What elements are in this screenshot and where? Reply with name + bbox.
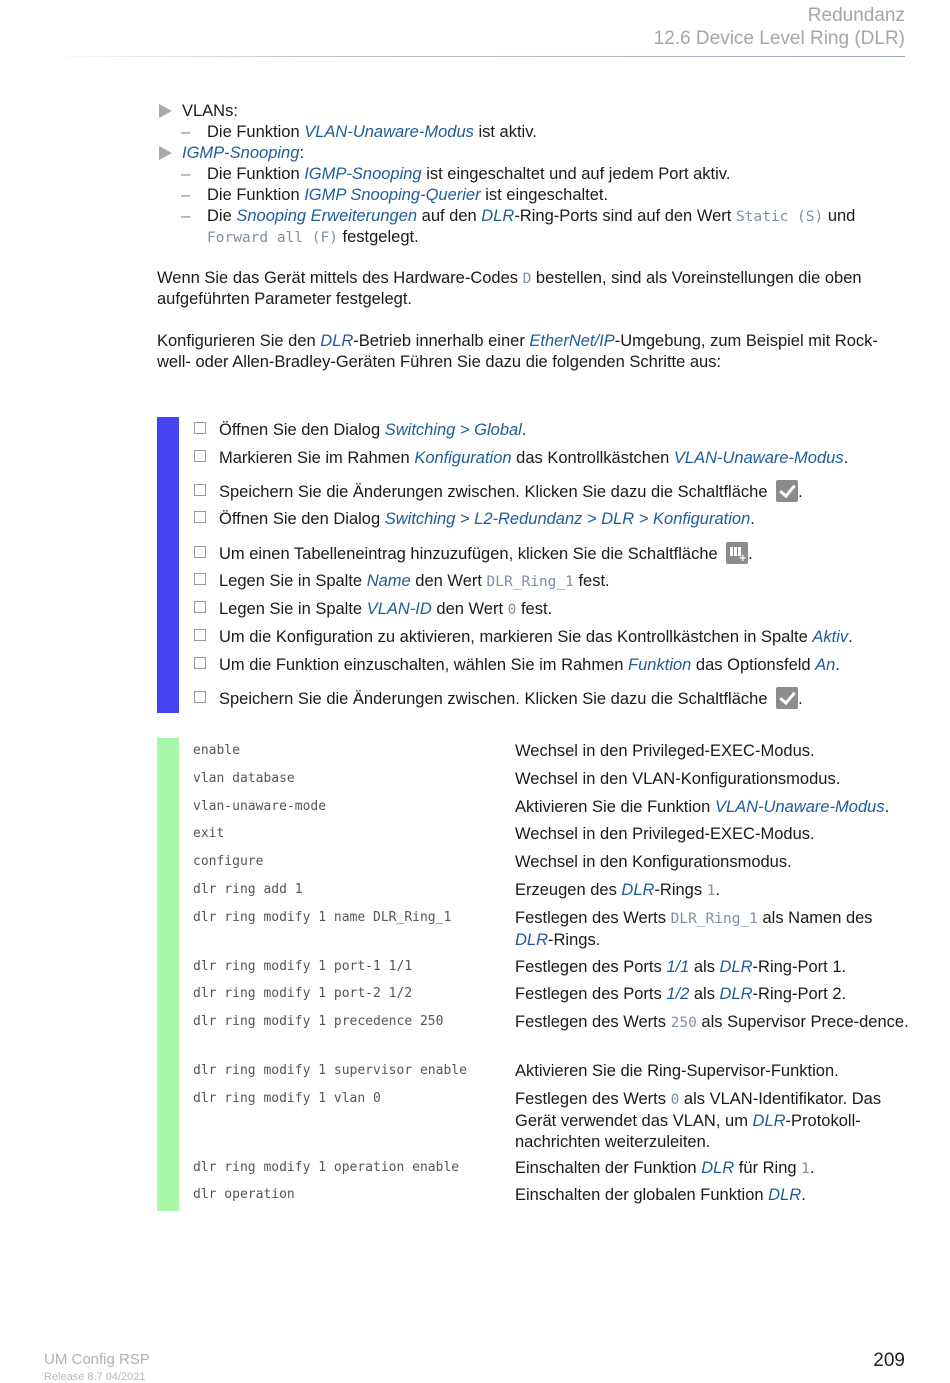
cli-description: Einschalten der Funktion DLR für Ring 1. bbox=[515, 1159, 815, 1177]
cli-description: Erzeugen des DLR-Rings 1. bbox=[515, 881, 721, 899]
cli-description: Wechsel in den Konfigurationsmodus. bbox=[515, 853, 792, 871]
code-value: D bbox=[522, 271, 532, 287]
link-vlan-unaware[interactable]: VLAN-Unaware-Modus bbox=[673, 449, 844, 467]
cli-description: Festlegen des Werts DLR_Ring_1 als Namen des DLR-Rings. bbox=[515, 909, 873, 949]
step-enable-function: Um die Funktion einzuschalten, wählen Sie im Rahmen Funktion das Optionsfeld An. bbox=[194, 654, 840, 676]
step-open-dlr-config: Öffnen Sie den Dialog Switching > L2-Redundanz > DLR > Konfiguration. bbox=[194, 508, 755, 530]
step-save-2: Speichern Sie die Änderungen zwischen. Klicken Sie dazu die Schaltfläche . bbox=[194, 687, 803, 710]
code-value: 0 bbox=[670, 1092, 680, 1108]
link-vlan-unaware[interactable]: VLAN-Unaware-Modus bbox=[714, 798, 885, 816]
cli-description: Aktivieren Sie die Funktion VLAN-Unaware-Modus. bbox=[515, 798, 890, 816]
bullet-vlans-item: Die Funktion VLAN-Unaware-Modus ist aktiv. bbox=[207, 123, 537, 141]
dash-icon: – bbox=[181, 165, 191, 183]
link-funktion[interactable]: Funktion bbox=[628, 656, 692, 674]
link-port[interactable]: 1/1 bbox=[666, 958, 690, 976]
code-value: 1 bbox=[801, 1161, 810, 1177]
step-checkbox[interactable] bbox=[194, 511, 206, 523]
cli-description: Aktivieren Sie die Ring-Supervisor-Funktion. bbox=[515, 1062, 839, 1080]
cli-description: Festlegen des Ports 1/2 als DLR-Ring-Port 2. bbox=[515, 985, 847, 1003]
link-column-name[interactable]: Name bbox=[366, 572, 411, 590]
cli-command: dlr ring modify 1 precedence 250 bbox=[193, 1014, 444, 1029]
cli-command: dlr operation bbox=[193, 1187, 295, 1202]
bullet-vlans-label: VLANs: bbox=[182, 102, 238, 120]
cli-description: Festlegen des Werts 0 als VLAN-Identifikator. Das Gerät verwendet das VLAN, um DLR-Protokoll-nachrichten weiterzuleiten. bbox=[515, 1090, 882, 1151]
save-checkmark-icon[interactable] bbox=[776, 480, 798, 502]
cli-command: dlr ring modify 1 supervisor enable bbox=[193, 1063, 467, 1078]
link-dlr[interactable]: DLR bbox=[719, 958, 753, 976]
footer-release: Release 8.7 04/2021 bbox=[44, 1371, 146, 1383]
code-value: 0 bbox=[507, 602, 517, 618]
code-value: DLR_Ring_1 bbox=[670, 911, 758, 927]
cli-command: vlan-unaware-mode bbox=[193, 799, 327, 814]
link-snooping-extensions[interactable]: Snooping Erweiterungen bbox=[236, 207, 418, 225]
gui-steps-bar bbox=[157, 417, 179, 713]
step-checkbox[interactable] bbox=[194, 450, 206, 462]
link-dlr[interactable]: DLR bbox=[752, 1112, 786, 1130]
link-dlr[interactable]: DLR bbox=[621, 881, 655, 899]
cli-command: dlr ring modify 1 vlan 0 bbox=[193, 1091, 381, 1106]
link-vlan-unaware[interactable]: VLAN-Unaware-Modus bbox=[304, 123, 474, 141]
step-set-vlan-id: Legen Sie in Spalte VLAN-ID den Wert 0 fest. bbox=[194, 598, 552, 621]
bullet-igmp-item-2: Die Funktion IGMP Snooping-Querier ist eingeschaltet. bbox=[207, 186, 609, 204]
paragraph-dlr-config-cont: well- oder Allen-Bradley-Geräten Führen Sie dazu die folgenden Schritte aus: bbox=[157, 353, 722, 371]
cli-command: configure bbox=[193, 854, 264, 869]
step-checkbox[interactable] bbox=[194, 629, 206, 641]
step-set-name: Legen Sie in Spalte Name den Wert DLR_Ring_1 fest. bbox=[194, 570, 610, 593]
link-dlr[interactable]: DLR bbox=[515, 931, 549, 949]
cli-command: dlr ring modify 1 port-2 1/2 bbox=[193, 986, 413, 1001]
bullet-igmp-item-3-cont: Forward all (F) festgelegt. bbox=[207, 228, 419, 246]
paragraph-hardware-code: Wenn Sie das Gerät mittels des Hardware-Codes D bestellen, sind als Voreinstellungen die oben bbox=[157, 269, 862, 287]
cli-description: Festlegen des Werts 250 als Supervisor Prece-dence. bbox=[515, 1013, 909, 1031]
footer-document-title: UM Config RSP bbox=[44, 1351, 150, 1368]
cli-description: Wechsel in den Privileged-EXEC-Modus. bbox=[515, 825, 815, 843]
link-dlr-config-dialog[interactable]: Switching > L2-Redundanz > DLR > Konfiguration bbox=[384, 510, 751, 528]
step-add-entry: Um einen Tabelleneintrag hinzuzufügen, klicken Sie die Schaltfläche + . bbox=[194, 542, 753, 565]
page-number: 209 bbox=[873, 1350, 905, 1371]
bullet-triangle-icon bbox=[159, 104, 172, 118]
link-igmp-querier[interactable]: IGMP Snooping-Querier bbox=[304, 186, 481, 204]
cli-command: vlan database bbox=[193, 771, 295, 786]
link-ethernet-ip[interactable]: EtherNet/IP bbox=[529, 332, 615, 350]
step-checkbox[interactable] bbox=[194, 691, 206, 703]
step-checkbox[interactable] bbox=[194, 601, 206, 613]
step-checkbox[interactable] bbox=[194, 657, 206, 669]
step-checkbox[interactable] bbox=[194, 546, 206, 558]
code-value: Forward all (F) bbox=[207, 230, 338, 246]
cli-command: dlr ring add 1 bbox=[193, 882, 303, 897]
dash-icon: – bbox=[181, 123, 191, 141]
link-dlr[interactable]: DLR bbox=[768, 1186, 802, 1204]
bullet-igmp-item-1: Die Funktion IGMP-Snooping ist eingeschaltet und auf jedem Port aktiv. bbox=[207, 165, 731, 183]
code-value: DLR_Ring_1 bbox=[486, 574, 574, 590]
step-checkbox[interactable] bbox=[194, 484, 206, 496]
link-konfiguration[interactable]: Konfiguration bbox=[414, 449, 512, 467]
bullet-igmp-item-3: Die Snooping Erweiterungen auf den DLR-Ring-Ports sind auf den Wert Static (S) und bbox=[207, 207, 856, 225]
code-value: 250 bbox=[670, 1015, 697, 1031]
cli-command: dlr ring modify 1 name DLR_Ring_1 bbox=[193, 910, 452, 925]
code-value: 1 bbox=[706, 883, 716, 899]
cli-description: Einschalten der globalen Funktion DLR. bbox=[515, 1186, 806, 1204]
add-table-entry-icon[interactable]: + bbox=[726, 542, 748, 564]
paragraph-dlr-config: Konfigurieren Sie den DLR-Betrieb innerhalb einer EtherNet/IP-Umgebung, zum Beispiel mit Rock- bbox=[157, 332, 878, 350]
cli-description: Wechsel in den VLAN-Konfigurationsmodus. bbox=[515, 770, 841, 788]
cli-command: dlr ring modify 1 operation enable bbox=[193, 1160, 460, 1175]
cli-command: enable bbox=[193, 743, 240, 758]
cli-command: exit bbox=[193, 826, 225, 841]
link-dlr[interactable]: DLR bbox=[481, 207, 515, 225]
step-checkbox[interactable] bbox=[194, 422, 206, 434]
cli-command: dlr ring modify 1 port-1 1/1 bbox=[193, 959, 413, 974]
chapter-title: Redundanz bbox=[807, 5, 905, 26]
dash-icon: – bbox=[181, 186, 191, 204]
running-header bbox=[654, 4, 905, 50]
section-title: 12.6 Device Level Ring (DLR) bbox=[653, 28, 905, 49]
cli-description: Wechsel in den Privileged-EXEC-Modus. bbox=[515, 742, 815, 760]
header-divider bbox=[45, 56, 905, 57]
link-dlr[interactable]: DLR bbox=[719, 985, 753, 1003]
step-save-1: Speichern Sie die Änderungen zwischen. Klicken Sie dazu die Schaltfläche . bbox=[194, 480, 803, 503]
link-option-an[interactable]: An bbox=[815, 656, 836, 674]
cli-steps-bar bbox=[157, 738, 179, 1211]
link-column-vlan-id[interactable]: VLAN-ID bbox=[366, 600, 432, 618]
link-port[interactable]: 1/2 bbox=[666, 985, 690, 1003]
save-checkmark-icon[interactable] bbox=[776, 687, 798, 709]
cli-description: Festlegen des Ports 1/1 als DLR-Ring-Port 1. bbox=[515, 958, 847, 976]
bullet-triangle-icon bbox=[159, 146, 172, 160]
link-dlr[interactable]: DLR bbox=[701, 1159, 735, 1177]
link-switching-global[interactable]: Switching > Global bbox=[384, 421, 522, 439]
paragraph-hardware-code-cont: aufgeführten Parameter festgelegt. bbox=[157, 290, 412, 308]
step-checkbox[interactable] bbox=[194, 573, 206, 585]
link-igmp-snooping[interactable]: IGMP-Snooping bbox=[304, 165, 422, 183]
dash-icon: – bbox=[181, 207, 191, 225]
bullet-igmp-label: IGMP-Snooping: bbox=[182, 144, 304, 162]
link-igmp-snooping[interactable]: IGMP-Snooping bbox=[182, 144, 300, 162]
link-column-aktiv[interactable]: Aktiv bbox=[812, 628, 849, 646]
link-dlr[interactable]: DLR bbox=[320, 332, 354, 350]
step-open-global: Öffnen Sie den Dialog Switching > Global. bbox=[194, 419, 526, 441]
step-activate: Um die Konfiguration zu aktivieren, markieren Sie das Kontrollkästchen in Spalte Aktiv. bbox=[194, 626, 853, 648]
step-mark-vlan-unaware: Markieren Sie im Rahmen Konfiguration das Kontrollkästchen VLAN-Unaware-Modus. bbox=[194, 447, 848, 469]
code-value: Static (S) bbox=[735, 209, 824, 225]
